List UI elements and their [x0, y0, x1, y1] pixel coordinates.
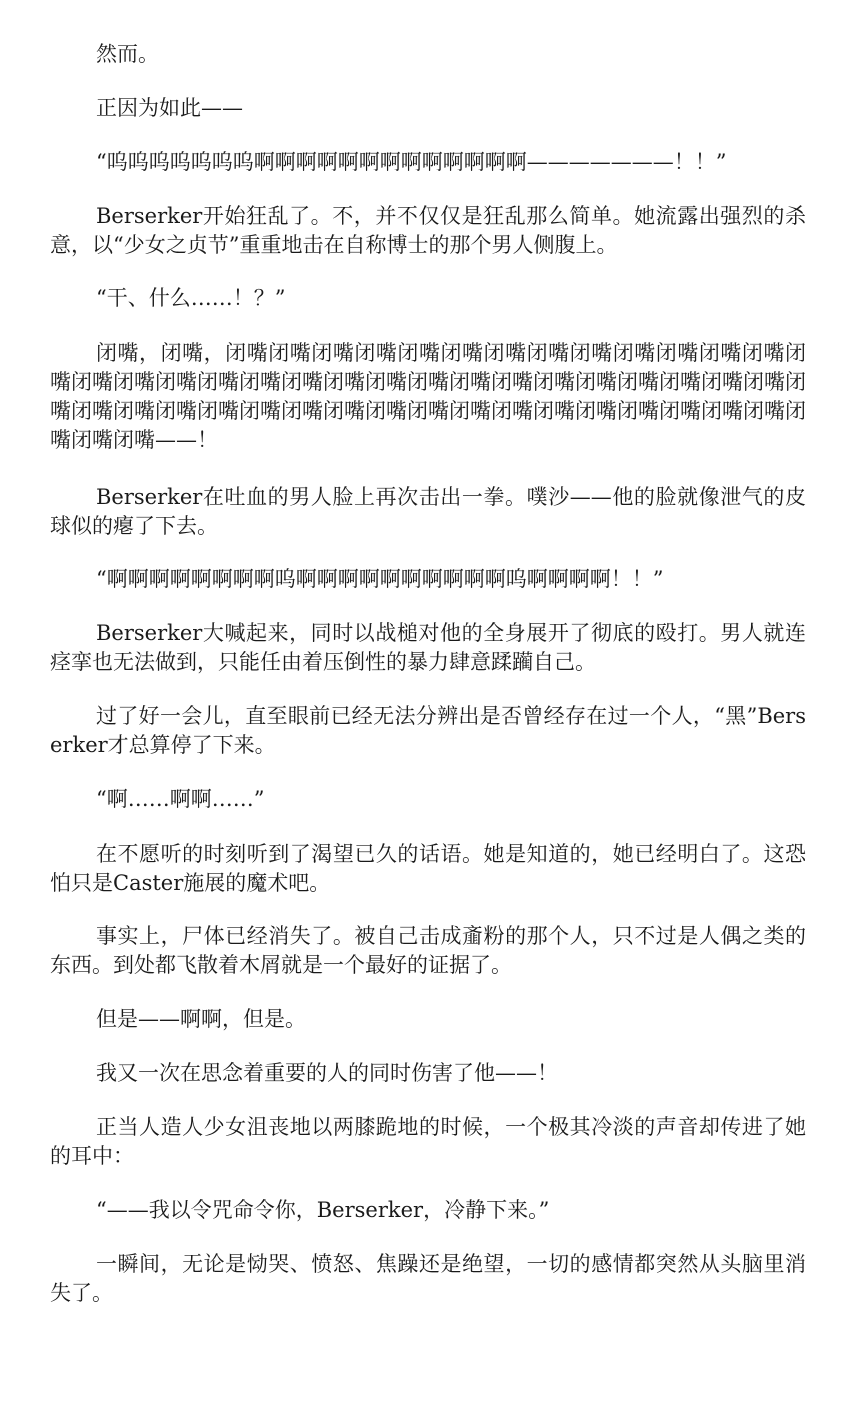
paragraph-2: 正因为如此——: [96, 96, 243, 120]
paragraph-8: “啊啊啊啊啊啊啊啊呜啊啊啊啊啊啊啊啊啊啊呜啊啊啊啊！！”: [96, 567, 664, 591]
paragraph-12: 在不愿听的时刻听到了渴望已久的话语。她是知道的，她已经明白了。这恐怕只是Caster施展的魔术吧。: [50, 842, 806, 895]
paragraph-18: 一瞬间，无论是恸哭、愤怒、焦躁还是绝望，一切的感情都突然从头脑里消失了。: [50, 1252, 806, 1305]
paragraph-1: 然而。: [96, 42, 159, 66]
paragraph-14: 但是——啊啊，但是。: [96, 1007, 306, 1031]
paragraph-6: 闭嘴，闭嘴，闭嘴闭嘴闭嘴闭嘴闭嘴闭嘴闭嘴闭嘴闭嘴闭嘴闭嘴闭嘴闭嘴闭嘴闭嘴闭嘴闭嘴闭嘴闭嘴闭嘴闭嘴闭嘴闭嘴闭嘴闭嘴闭嘴闭嘴闭嘴闭嘴闭嘴闭嘴闭嘴闭嘴闭嘴闭嘴闭嘴闭嘴闭嘴闭嘴闭嘴闭嘴闭嘴闭嘴闭嘴闭嘴闭嘴闭嘴闭嘴闭嘴闭嘴闭嘴闭嘴——！: [50, 341, 806, 452]
paragraph-11: “啊……啊啊……”: [96, 787, 265, 811]
paragraph-9: Berserker大喊起来，同时以战槌对他的全身展开了彻底的殴打。男人就连痉挛也无法做到，只能任由着压倒性的暴力肆意蹂躏自己。: [50, 621, 806, 674]
paragraph-17: “——我以令咒命令你，Berserker，冷静下来。”: [96, 1198, 550, 1222]
paragraph-4: Berserker开始狂乱了。不，并不仅仅是狂乱那么简单。她流露出强烈的杀意，以“少女之贞节”重重地击在自称博士的那个男人侧腹上。: [50, 204, 806, 257]
paragraph-15: 我又一次在思念着重要的人的同时伤害了他——！: [96, 1061, 558, 1085]
paragraph-13: 事实上，尸体已经消失了。被自己击成齑粉的那个人，只不过是人偶之类的东西。到处都飞散着木屑就是一个最好的证据了。: [50, 924, 806, 977]
paragraph-10: 过了好一会儿，直至眼前已经无法分辨出是否曾经存在过一个人，“黑”Berserker才总算停了下来。: [50, 704, 806, 757]
paragraph-5: “干、什么……！？”: [96, 286, 286, 310]
paragraph-7: Berserker在吐血的男人脸上再次击出一拳。噗沙——他的脸就像泄气的皮球似的瘪了下去。: [50, 485, 806, 538]
paragraph-16: 正当人造人少女沮丧地以两膝跪地的时候，一个极其冷淡的声音却传进了她的耳中：: [50, 1115, 806, 1168]
paragraph-3: “呜呜呜呜呜呜呜啊啊啊啊啊啊啊啊啊啊啊啊啊———————！！”: [96, 150, 727, 174]
